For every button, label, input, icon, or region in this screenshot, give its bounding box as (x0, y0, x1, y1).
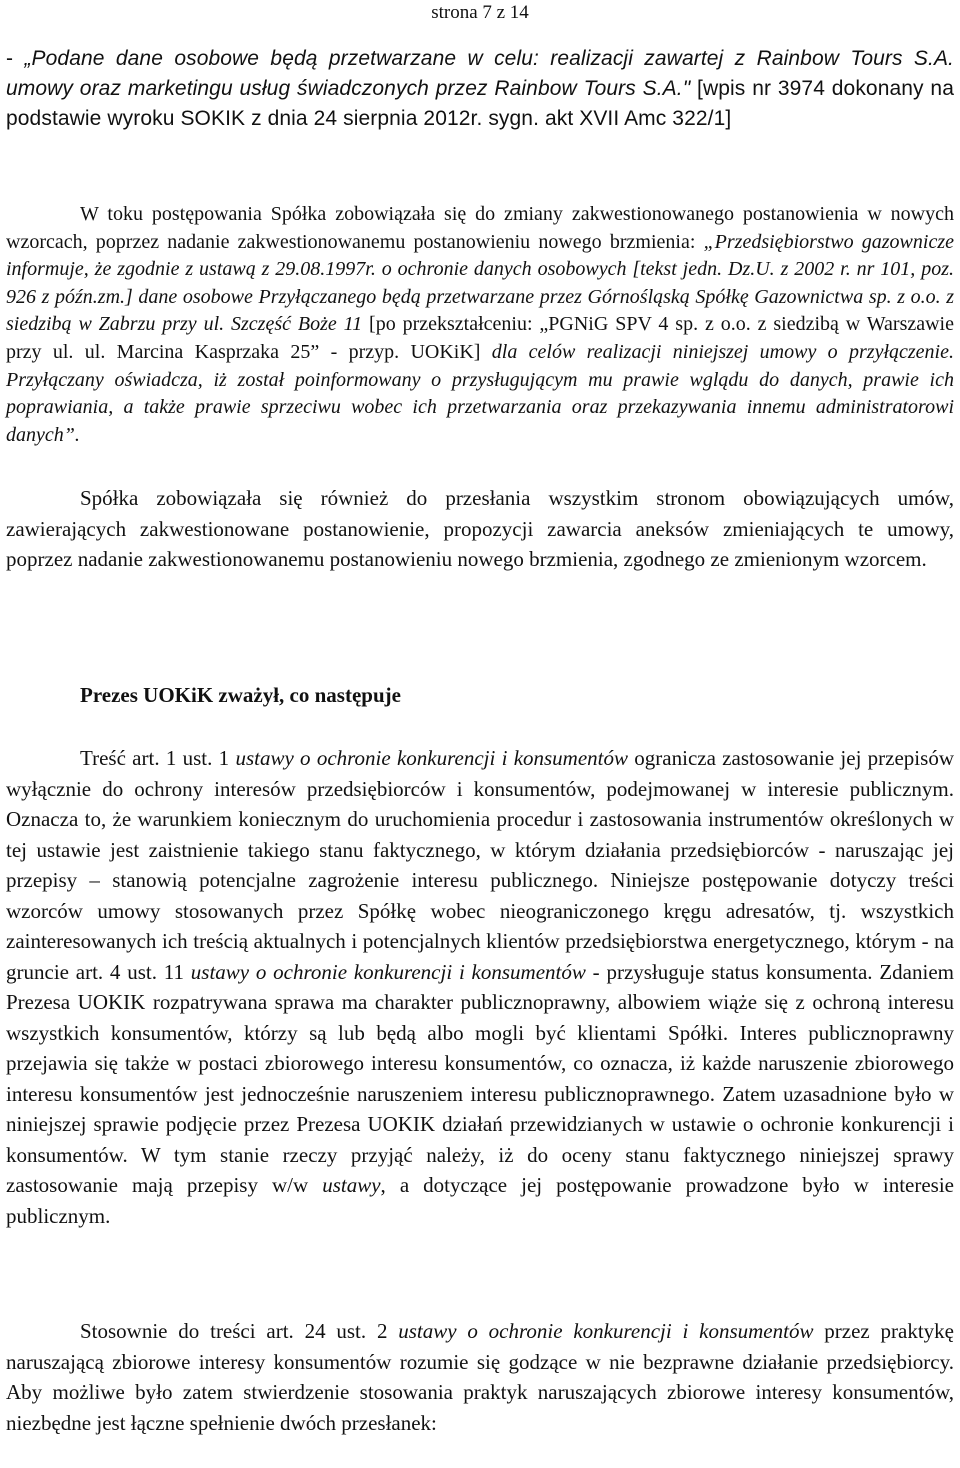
commitment-paragraph (6, 201, 954, 449)
act-citation-4: ustawy o ochronie konkurencji i konsumentów (398, 1319, 814, 1343)
act-citation-1: ustawy o ochronie konkurencji i konsumentów (235, 746, 629, 770)
reasoning-text-1: Treść art. 1 ust. 1 (80, 746, 236, 770)
act-citation-2: ustawy o ochronie konkurencji i konsumentów (190, 959, 586, 984)
practice-definition-paragraph (6, 1316, 954, 1438)
annex-commitment-paragraph (6, 483, 954, 575)
reasoning-text-3: - przysługuje status konsumenta. Zdaniem Prezesa UOKIK rozpatrywana sprawa ma charakter publicznoprawny, albowiem wiąże się z ochroną interesu wszystkich konsumentów, którzy są lub będą albo mogli być klientami Spółki. Interes publicznoprawny przejawia się także w postaci zbiorowego interesu konsumentów, co oznacza, iż każde naruszenie zbiorowego interesu konsumentów jest jednocześnie naruszeniem interesu publicznoprawnego. Zatem uzasadnione było w niniejszej sprawie podjęcie przez Prezesa UOKIK działań przewidzianych w ustawie o ochronie konkurencji i konsumentów. W tym stanie rzeczy przyjąć należy, iż do oceny stanu faktycznego niniejszej sprawy zastosowanie mają przepisy w/w (6, 959, 954, 1197)
definition-text-1: Stosownie do treści art. 24 ust. 2 (80, 1319, 399, 1343)
legal-reasoning-paragraph (6, 743, 954, 1231)
list-dash: - (6, 47, 25, 70)
uokik-note: [po przekształceniu: „PGNiG SPV 4 sp. z o.o. z siedzibą w Warszawie przy ul. ul. Marcina Kasprzaka 25” - przyp. UOKiK] (6, 313, 954, 363)
annex-commitment-text: Spółka zobowiązała się również do przesłania wszystkim stronom obowiązujących umów, zawierających zakwestionowane postanowienie, propozycji zawarcia aneksów zmieniających te umowy, poprzez nadanie zakwestionowanemu postanowieniu nowego brzmienia, zgodnego ze zmienionym wzorcem. (6, 486, 954, 571)
quoted-clause-paragraph (6, 44, 954, 134)
reasoning-text-4: , a dotyczące jej postępowanie prowadzone było w interesie publicznym. (6, 1173, 954, 1228)
new-clause-text-continued: dla celów realizacji niniejszej umowy o przyłączenie. Przyłączany oświadcza, iż został poinformowany o przysługującym mu prawie wglądu do danych, prawie ich poprawiania, a także prawie sprzeciwu wobec ich przetwarzania oraz przekazywania innemu administratorowi danych”. (6, 340, 954, 446)
new-clause-text: „Przedsiębiorstwo gazownicze informuje, że zgodnie z ustawą z 29.08.1997r. o ochronie danych osobowych [tekst jedn. Dz.U. z 2002 r. nr 101, poz. 926 z późn.zm.] dane osobowe Przyłączanego będą przetwarzane przez Górnośląską Spółkę Gazownictwa sp. z o.o. z siedzibą w Zabrzu przy ul. Szczęść Boże 11 (6, 230, 954, 336)
page-number: strona 7 z 14 (431, 2, 529, 23)
reasoning-text-2: ogranicza zastosowanie jej przepisów wyłącznie do ochrony interesów przedsiębiorców i konsumentów, podejmowanej w interesie publicznym. Oznacza to, że warunkiem koniecznym do uruchomienia procedur i zastosowania instrumentów określonych w tej ustawie jest zaistnienie takiego stanu faktycznego, w którym działania przedsiębiorców - naruszając jej przepisy – stanowią potencjalne zagrożenie interesu publicznego. Niniejsze postępowanie dotyczy treści wzorców umowy stosowanych przez Spółkę wobec nieograniczonego kręgu adresatów, tj. wszystkich zainteresowanych ich treścią aktualnych i potencjalnych klientów przedsiębiorstwa energetycznego, którym - na gruncie art. 4 ust. 11 (6, 746, 954, 984)
registry-entry-note: [wpis nr 3974 dokonany na podstawie wyroku SOKIK z dnia 24 sierpnia 2012r. sygn. akt XVII Amc 322/1] (6, 77, 954, 130)
section-heading: Prezes UOKiK zważył, co następuje (80, 683, 401, 707)
definition-text-2: przez praktykę naruszającą zbiorowe interesy konsumentów rozumie się godzące w nie bezprawne działanie przedsiębiorcy. Aby możliwe było zatem stwierdzenie stosowania praktyk naruszających zbiorowe interesy konsumentów, niezbędne jest łączne spełnienie dwóch przesłanek: (6, 1319, 954, 1435)
quoted-clause-text: „Podane dane osobowe będą przetwarzane w celu: realizacji zawartej z Rainbow Tours S.A. umowy oraz marketingu usług świadczonych przez Rainbow Tours S.A." (6, 47, 954, 100)
commitment-intro: W toku postępowania Spółka zobowiązała się do zmiany zakwestionowanego postanowienia w nowych wzorcach, poprzez nadanie zakwestionowanemu postanowieniu nowego brzmienia: (6, 203, 954, 253)
act-citation-3: ustawy (322, 1173, 381, 1197)
